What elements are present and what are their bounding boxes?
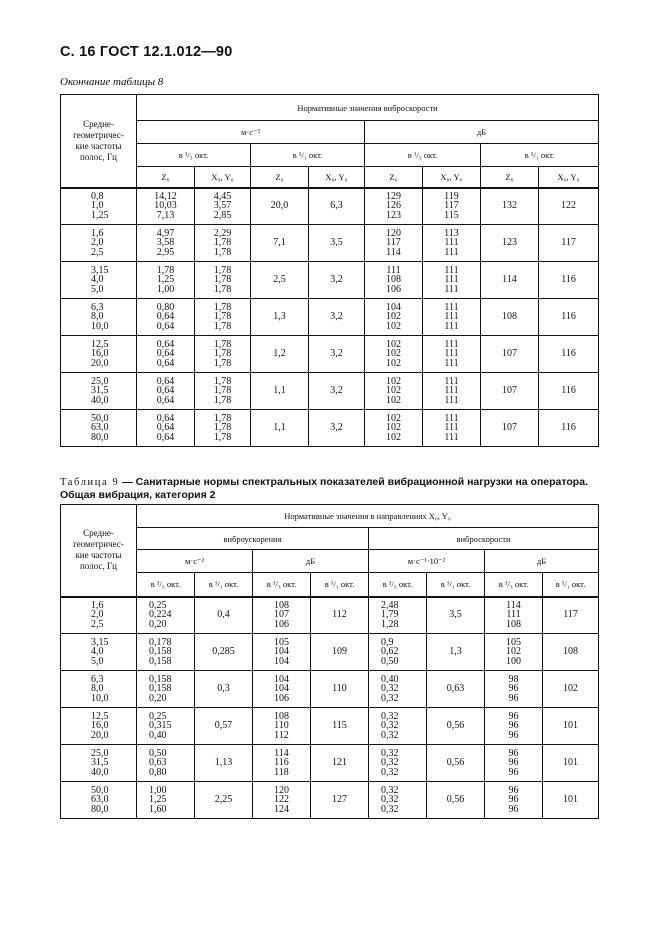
value-cell: 127 (311, 782, 369, 819)
table-row (61, 782, 599, 819)
unit-db-header: дБ (253, 550, 369, 573)
table-row (61, 745, 599, 782)
value-cell: 105 104 104 (253, 634, 311, 671)
main-header: Нормативные значения виброскорости (137, 95, 599, 121)
value-cell: 4,97 3,58 2,95 (137, 225, 195, 262)
value-cell: 132 (481, 188, 539, 225)
unit-ms2-header: м·с⁻² (137, 550, 253, 573)
unit-db-header: дБ (485, 550, 599, 573)
value-cell: 0,32 0,32 0,32 (369, 782, 427, 819)
value-cell: 96 96 96 (485, 782, 543, 819)
table-row (61, 634, 599, 671)
table9-label: Таблица 9 (60, 477, 120, 488)
axis-header: Z₀ (481, 167, 539, 188)
value-cell: 105 102 100 (485, 634, 543, 671)
value-cell: 0,80 0,64 0,64 (137, 299, 195, 336)
value-cell: 1,00 1,25 1,60 (137, 782, 195, 819)
freq-cell: 25,0 31,5 40,0 (61, 745, 137, 782)
value-cell: 117 (539, 225, 599, 262)
value-cell: 0,56 (427, 745, 485, 782)
value-cell: 108 (481, 299, 539, 336)
value-cell: 1,78 1,25 1,00 (137, 262, 195, 299)
value-cell: 108 110 112 (253, 708, 311, 745)
table-row (61, 410, 599, 447)
table8-continuation-label: Окончание таблицы 8 (60, 76, 164, 88)
axis-header: X₀, Y₀ (539, 167, 599, 188)
value-cell: 1,13 (195, 745, 253, 782)
value-cell: 116 (539, 373, 599, 410)
octave-header: в ¹/₁ окт. (251, 144, 365, 167)
value-cell: 104 104 106 (253, 671, 311, 708)
freq-cell: 0,8 1,0 1,25 (61, 188, 137, 225)
value-cell: 1,2 (251, 336, 309, 373)
third-octave-header: в ¹/₃ окт. (137, 573, 195, 597)
value-cell: 1,78 1,78 1,78 (195, 299, 251, 336)
value-cell: 117 (543, 597, 599, 634)
axis-header: X₀, Y₀ (195, 167, 251, 188)
value-cell: 111 111 111 (423, 373, 481, 410)
axis-header: Z₀ (137, 167, 195, 188)
table-row (61, 336, 599, 373)
value-cell: 0,64 0,64 0,64 (137, 373, 195, 410)
value-cell: 14,12 10,03 7,13 (137, 188, 195, 225)
value-cell: 114 116 118 (253, 745, 311, 782)
octave-header: в ¹/₁ окт. (195, 573, 253, 597)
value-cell: 0,178 0,158 0,158 (137, 634, 195, 671)
unit-db-header: дБ (365, 121, 599, 144)
value-cell: 3,2 (309, 410, 365, 447)
value-cell: 121 (311, 745, 369, 782)
third-octave-header: в ¹/₃ окт. (253, 573, 311, 597)
axis-header: Z₀ (251, 167, 309, 188)
value-cell: 119 117 115 (423, 188, 481, 225)
value-cell: 104 102 102 (365, 299, 423, 336)
acceleration-header: виброускорения (137, 528, 369, 550)
value-cell: 1,1 (251, 373, 309, 410)
value-cell: 3,2 (309, 299, 365, 336)
value-cell: 102 (543, 671, 599, 708)
freq-cell: 1,6 2,0 2,5 (61, 597, 137, 634)
value-cell: 101 (543, 782, 599, 819)
value-cell: 102 102 102 (365, 373, 423, 410)
value-cell: 0,32 0,32 0,32 (369, 745, 427, 782)
value-cell: 129 126 123 (365, 188, 423, 225)
value-cell: 1,78 1,78 1,78 (195, 373, 251, 410)
freq-cell: 50,0 63,0 80,0 (61, 782, 137, 819)
octave-header: в ¹/₁ окт. (543, 573, 599, 597)
value-cell: 2,5 (251, 262, 309, 299)
axis-header: X₀, Y₀ (423, 167, 481, 188)
value-cell: 0,50 0,63 0,80 (137, 745, 195, 782)
main-header: Нормативные значения в направлениях X₀, Y₀ (137, 505, 599, 528)
value-cell: 115 (311, 708, 369, 745)
value-cell: 120 117 114 (365, 225, 423, 262)
value-cell: 96 96 96 (485, 745, 543, 782)
value-cell: 109 (311, 634, 369, 671)
unit-ms1-header: м·с⁻¹·10⁻² (369, 550, 485, 573)
value-cell: 2,25 (195, 782, 253, 819)
value-cell: 123 (481, 225, 539, 262)
table9-caption: Таблица 9 — Санитарные нормы спектральных показателей вибрационной нагрузки на оператора. Общая вибрация, категория 2 (60, 476, 588, 501)
value-cell: 102 102 102 (365, 336, 423, 373)
value-cell: 120 122 124 (253, 782, 311, 819)
value-cell: 20,0 (251, 188, 309, 225)
value-cell: 0,9 0,62 0,50 (369, 634, 427, 671)
value-cell: 116 (539, 262, 599, 299)
value-cell: 102 102 102 (365, 410, 423, 447)
table-row (61, 262, 599, 299)
table-row (61, 225, 599, 262)
value-cell: 112 (311, 597, 369, 634)
value-cell: 2,48 1,79 1,28 (369, 597, 427, 634)
value-cell: 4,45 3,57 2,85 (195, 188, 251, 225)
value-cell: 116 (539, 336, 599, 373)
table-row (61, 597, 599, 634)
value-cell: 0,56 (427, 708, 485, 745)
value-cell: 1,3 (427, 634, 485, 671)
value-cell: 0,40 0,32 0,32 (369, 671, 427, 708)
octave-header: в ¹/₁ окт. (311, 573, 369, 597)
value-cell: 116 (539, 299, 599, 336)
value-cell: 111 111 111 (423, 410, 481, 447)
value-cell: 108 107 106 (253, 597, 311, 634)
value-cell: 110 (311, 671, 369, 708)
value-cell: 0,25 0,224 0,20 (137, 597, 195, 634)
freq-cell: 6,3 8,0 10,0 (61, 671, 137, 708)
axis-header: Z₀ (365, 167, 423, 188)
value-cell: 111 108 106 (365, 262, 423, 299)
value-cell: 0,64 0,64 0,64 (137, 410, 195, 447)
value-cell: 3,5 (309, 225, 365, 262)
octave-header: в ¹/₁ окт. (427, 573, 485, 597)
table-row (61, 708, 599, 745)
octave-header: в ¹/₁ окт. (481, 144, 599, 167)
third-octave-header: в ¹/₃ окт. (485, 573, 543, 597)
value-cell: 1,78 1,78 1,78 (195, 410, 251, 447)
axis-header: X₀, Y₀ (309, 167, 365, 188)
table9-caption-line2: Общая вибрация, категория 2 (60, 489, 216, 501)
value-cell: 3,5 (427, 597, 485, 634)
table-row (61, 671, 599, 708)
value-cell: 0,25 0,315 0,40 (137, 708, 195, 745)
value-cell: 3,2 (309, 262, 365, 299)
velocity-header: виброскорости (369, 528, 599, 550)
value-cell: 122 (539, 188, 599, 225)
value-cell: 3,2 (309, 336, 365, 373)
table-row (61, 373, 599, 410)
freq-cell: 12,5 16,0 20,0 (61, 708, 137, 745)
value-cell: 108 (543, 634, 599, 671)
value-cell: 114 (481, 262, 539, 299)
freq-cell: 3,15 4,0 5,0 (61, 634, 137, 671)
freq-cell: 12,5 16,0 20,0 (61, 336, 137, 373)
value-cell: 3,2 (309, 373, 365, 410)
value-cell: 101 (543, 708, 599, 745)
third-octave-header: в ¹/₃ окт. (369, 573, 427, 597)
value-cell: 114 111 108 (485, 597, 543, 634)
value-cell: 7,1 (251, 225, 309, 262)
freq-cell: 25,0 31,5 40,0 (61, 373, 137, 410)
value-cell: 98 96 96 (485, 671, 543, 708)
value-cell: 0,56 (427, 782, 485, 819)
value-cell: 0,3 (195, 671, 253, 708)
value-cell: 1,1 (251, 410, 309, 447)
unit-ms-header: м·с⁻² (137, 121, 365, 144)
freq-cell: 6,3 8,0 10,0 (61, 299, 137, 336)
value-cell: 111 111 111 (423, 336, 481, 373)
value-cell: 0,285 (195, 634, 253, 671)
value-cell: 1,3 (251, 299, 309, 336)
value-cell: 111 111 111 (423, 299, 481, 336)
value-cell: 0,32 0,32 0,32 (369, 708, 427, 745)
value-cell: 2,29 1,78 1,78 (195, 225, 251, 262)
value-cell: 107 (481, 410, 539, 447)
value-cell: 96 96 96 (485, 708, 543, 745)
value-cell: 0,4 (195, 597, 253, 634)
table-row (61, 188, 599, 225)
table-row (61, 299, 599, 336)
freq-column-header: Средне- геометричес- кие частоты полос, Гц (61, 505, 137, 597)
value-cell: 116 (539, 410, 599, 447)
value-cell: 0,158 0,158 0,20 (137, 671, 195, 708)
value-cell: 1,78 1,78 1,78 (195, 262, 251, 299)
value-cell: 6,3 (309, 188, 365, 225)
freq-cell: 50,0 63,0 80,0 (61, 410, 137, 447)
value-cell: 107 (481, 336, 539, 373)
value-cell: 0,64 0,64 0,64 (137, 336, 195, 373)
table-9 (60, 504, 599, 819)
value-cell: 101 (543, 745, 599, 782)
value-cell: 0,63 (427, 671, 485, 708)
table-8 (60, 94, 599, 447)
third-octave-header: в ¹/₃ окт. (365, 144, 481, 167)
value-cell: 107 (481, 373, 539, 410)
freq-cell: 1,6 2,0 2,5 (61, 225, 137, 262)
value-cell: 111 111 111 (423, 262, 481, 299)
freq-cell: 3,15 4,0 5,0 (61, 262, 137, 299)
page-header: С. 16 ГОСТ 12.1.012—90 (60, 44, 233, 60)
value-cell: 1,78 1,78 1,78 (195, 336, 251, 373)
value-cell: 0,57 (195, 708, 253, 745)
freq-column-header: Средне- геометричес- кие частоты полос, Гц (61, 95, 137, 188)
value-cell: 113 111 111 (423, 225, 481, 262)
third-octave-header: в ¹/₃ окт. (137, 144, 251, 167)
